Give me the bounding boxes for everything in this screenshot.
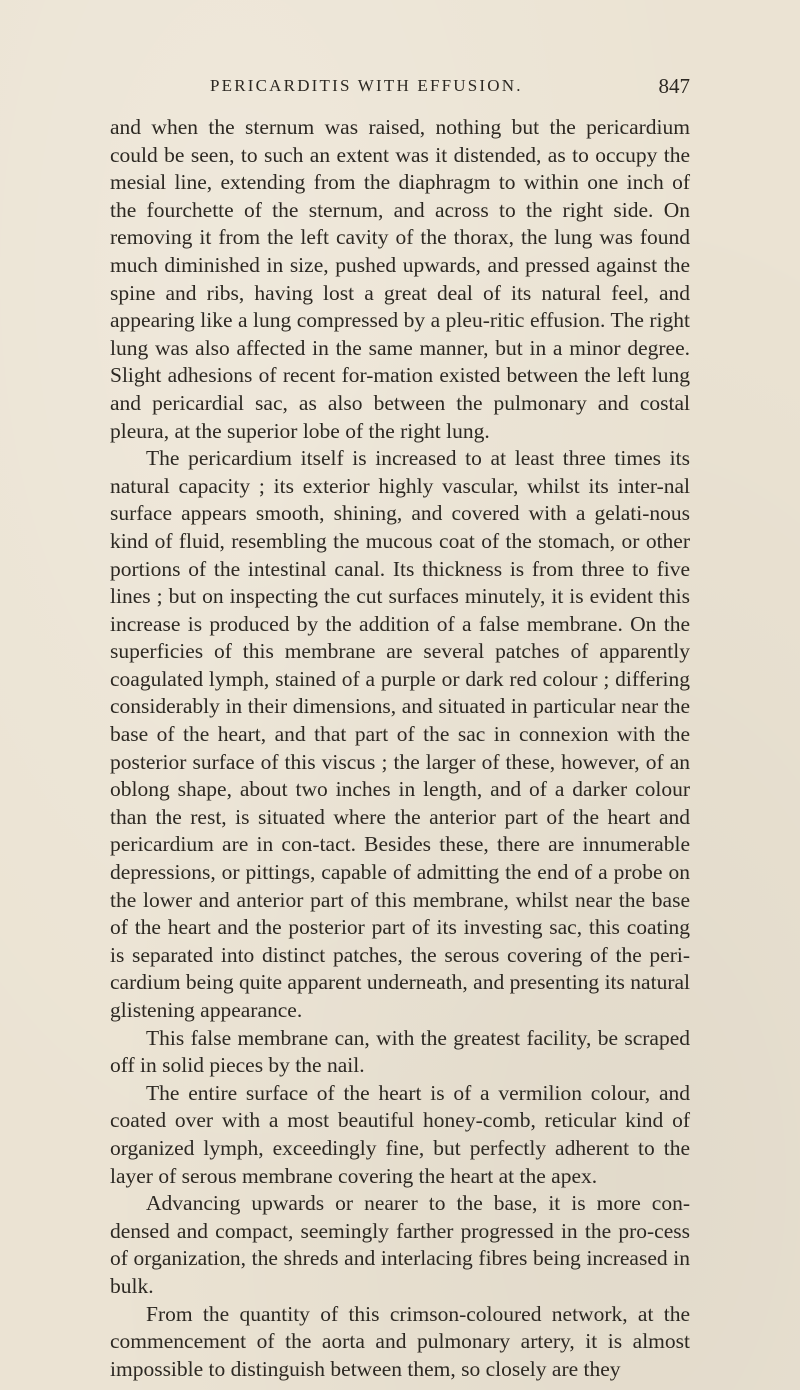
running-head (110, 72, 690, 98)
running-title: PERICARDITIS WITH EFFUSION. (210, 76, 523, 95)
paragraph-1: and when the sternum was raised, nothing but the pericardium could be seen, to such an extent was it distended, as to occupy the mesial line, extending from the diaphragm to within one inch of the fourchette of the sternum, and across to the right side. On removing it from the left cavity of the thorax, the lung was found much diminished in size, pushed upwards, and pressed against the spine and ribs, having lost a great deal of its natural feel, and appearing like a lung compressed by a pleu-ritic effusion. The right lung was also affected in the same manner, but in a minor degree. Slight adhesions of recent for-mation existed between the left lung and pericardial sac, as also between the pulmonary and costal pleura, at the superior lobe of the right lung. (110, 115, 690, 443)
paragraph-3: This false membrane can, with the greatest facility, be scraped off in solid pieces by the nail. (110, 1025, 690, 1078)
page-number: 847 (658, 74, 690, 98)
paragraph-2: The pericardium itself is increased to at least three times its natural capacity ; its exterior highly vascular, whilst its inter-nal surface appears smooth, shining, and covered with a gelati-nous kind of fluid, resembling the mucous coat of the stomach, or other portions of the intestinal canal. Its thickness is from three to five lines ; but on inspecting the cut surfaces minutely, it is evident this increase is produced by the addition of a false membrane. On the superficies of this membrane are several patches of apparently coagulated lymph, stained of a purple or dark red colour ; differing considerably in their dimensions, and situated in particular near the base of the heart, and that part of the sac in connexion with the posterior surface of this viscus ; the larger of these, however, of an oblong shape, about two inches in length, and of a darker colour than the rest, is situated where the anterior part of the heart and pericardium are in con-tact. Besides these, there are innumerable depressions, or pittings, capable of admitting the end of a probe on the lower and anterior part of this membrane, whilst near the base of the heart and the posterior part of its investing sac, this coating is separated into distinct patches, the serous covering of the peri-cardium being quite apparent underneath, and presenting its natural glistening appearance. (110, 446, 690, 1022)
body-text (110, 114, 690, 1383)
paragraph-5: Advancing upwards or nearer to the base, it is more con-densed and compact, seemingly farther progressed in the pro-cess of organization, the shreds and interlacing fibres being increased in bulk. (110, 1191, 690, 1298)
paragraph-6: From the quantity of this crimson-coloured network, at the commencement of the aorta and pulmonary artery, it is almost impossible to distinguish between them, so closely are they (110, 1301, 690, 1381)
paragraph-4: The entire surface of the heart is of a vermilion colour, and coated over with a most beautiful honey-comb, reticular kind of organized lymph, exceedingly fine, but perfectly adherent to the layer of serous membrane covering the heart at the apex. (110, 1080, 690, 1188)
